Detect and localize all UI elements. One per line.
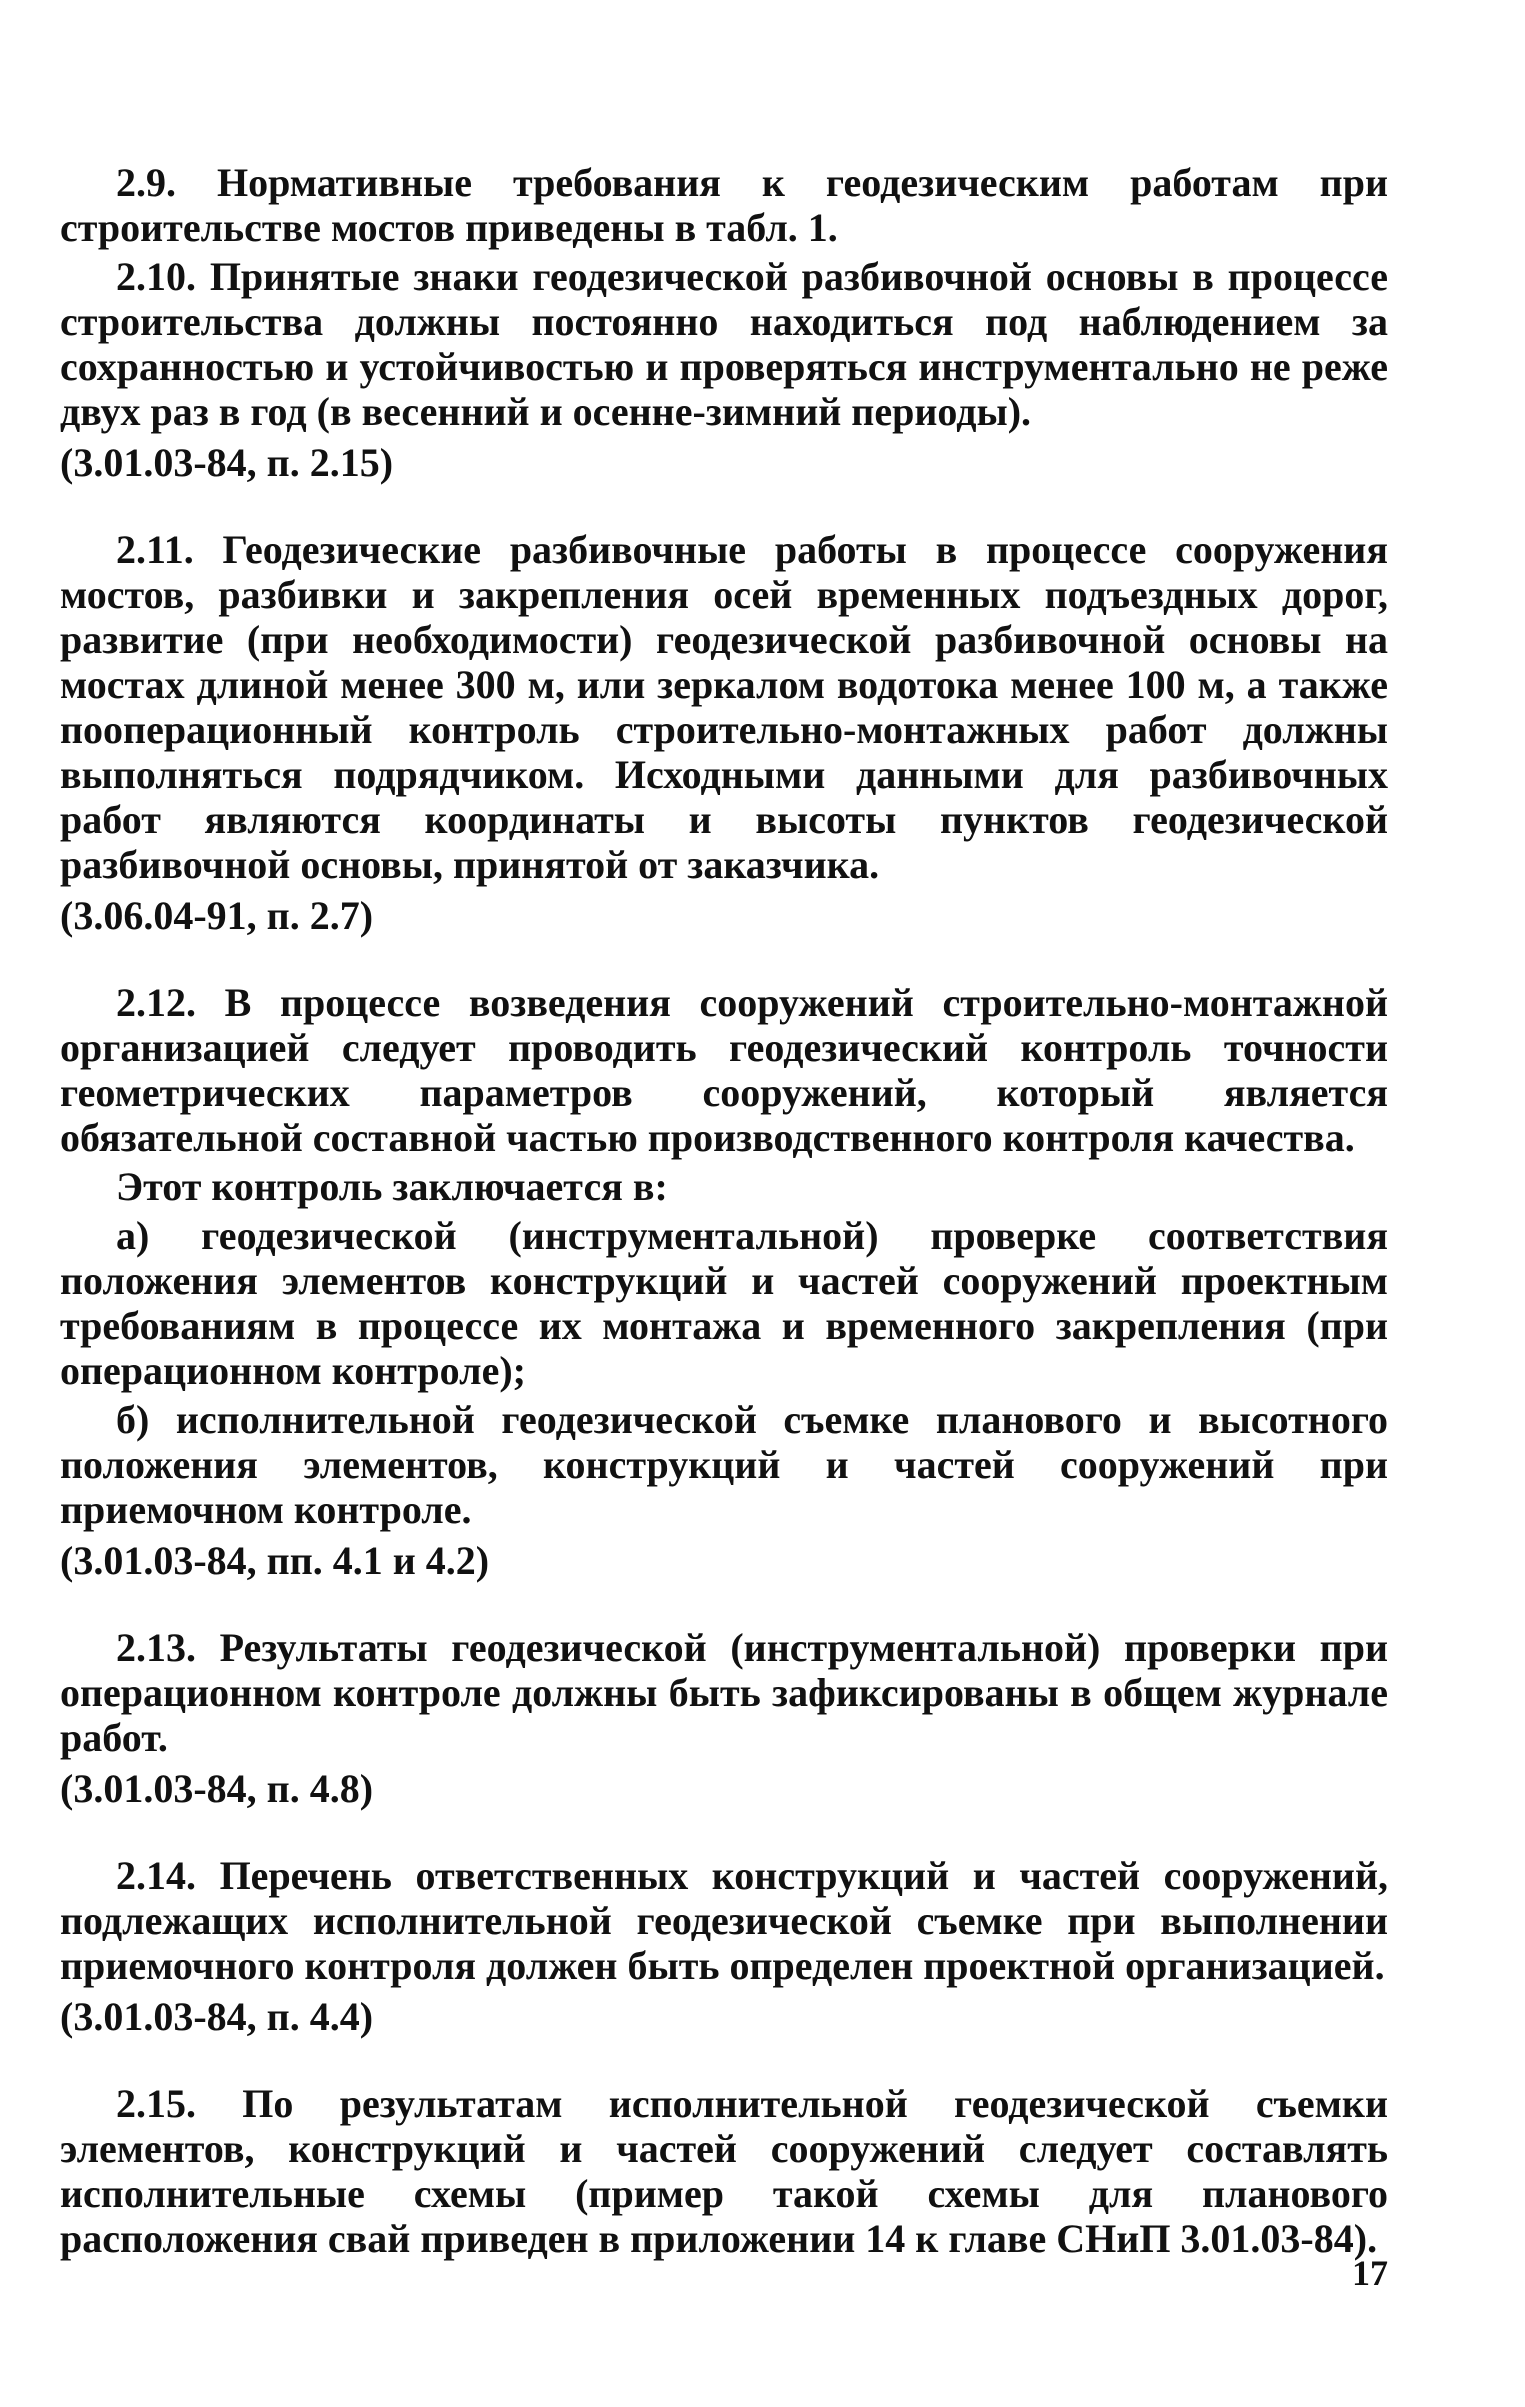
paragraph-2-14: 2.14. Перечень ответственных конструкций и частей сооружений, подлежащих исполнительной геодезической съемке при выполнении приемочного контроля должен быть определен проектной организацией. bbox=[60, 1853, 1388, 1988]
document-body bbox=[60, 160, 1388, 2261]
paragraph-2-11: 2.11. Геодезические разбивочные работы в процессе сооружения мостов, разбивки и закрепления осей временных подъездных дорог, развитие (при необходимости) геодезической разбивочной основы на мостах длиной менее 300 м, или зеркалом водотока менее 100 м, а также пооперационный контроль строительно-монтажных работ должны выполняться подрядчиком. Исходными данными для разбивочных работ являются координаты и высоты пунктов геодезической разбивочной основы, принятой от заказчика. bbox=[60, 527, 1388, 887]
paragraph-2-12-item-b: б) исполнительной геодезической съемке планового и высотного положения элементов, конструкций и частей сооружений при приемочном контроле. bbox=[60, 1397, 1388, 1532]
reference-2-14: (3.01.03-84, п. 4.4) bbox=[60, 1994, 374, 2039]
paragraph-2-12-item-a: а) геодезической (инструментальной) проверке соответствия положения элементов конструкций и частей сооружений проектным требованиям в процессе их монтажа и временного закрепления (при операционном контроле); bbox=[60, 1213, 1388, 1393]
paragraph-2-9: 2.9. Нормативные требования к геодезическим работам при строительстве мостов приведены в табл. 1. bbox=[60, 160, 1388, 250]
reference-2-12: (3.01.03-84, пп. 4.1 и 4.2) bbox=[60, 1538, 490, 1583]
paragraph-2-15: 2.15. По результатам исполнительной геодезической съемки элементов, конструкций и частей сооружений следует составлять исполнительные схемы (пример такой схемы для планового расположения свай приведен в приложении 14 к главе СНиП 3.01.03-84). bbox=[60, 2081, 1388, 2261]
paragraph-2-12: 2.12. В процессе возведения сооружений строительно-монтажной организацией следует проводить геодезический контроль точности геометрических параметров сооружений, который является обязательной составной частью производственного контроля качества. bbox=[60, 980, 1388, 1160]
page-number: 17 bbox=[1352, 2253, 1388, 2293]
paragraph-2-12-intro: Этот контроль заключается в: bbox=[116, 1164, 668, 1209]
reference-2-11: (3.06.04-91, п. 2.7) bbox=[60, 893, 374, 938]
reference-2-13: (3.01.03-84, п. 4.8) bbox=[60, 1766, 374, 1811]
paragraph-2-13: 2.13. Результаты геодезической (инструментальной) проверки при операционном контроле должны быть зафиксированы в общем журнале работ. bbox=[60, 1625, 1388, 1760]
reference-2-10: (3.01.03-84, п. 2.15) bbox=[60, 440, 394, 485]
paragraph-2-10: 2.10. Принятые знаки геодезической разбивочной основы в процессе строительства должны постоянно находиться под наблюдением за сохранностью и устойчивостью и проверяться инструментально не реже двух раз в год (в весенний и осенне-зимний периоды). bbox=[60, 254, 1388, 434]
